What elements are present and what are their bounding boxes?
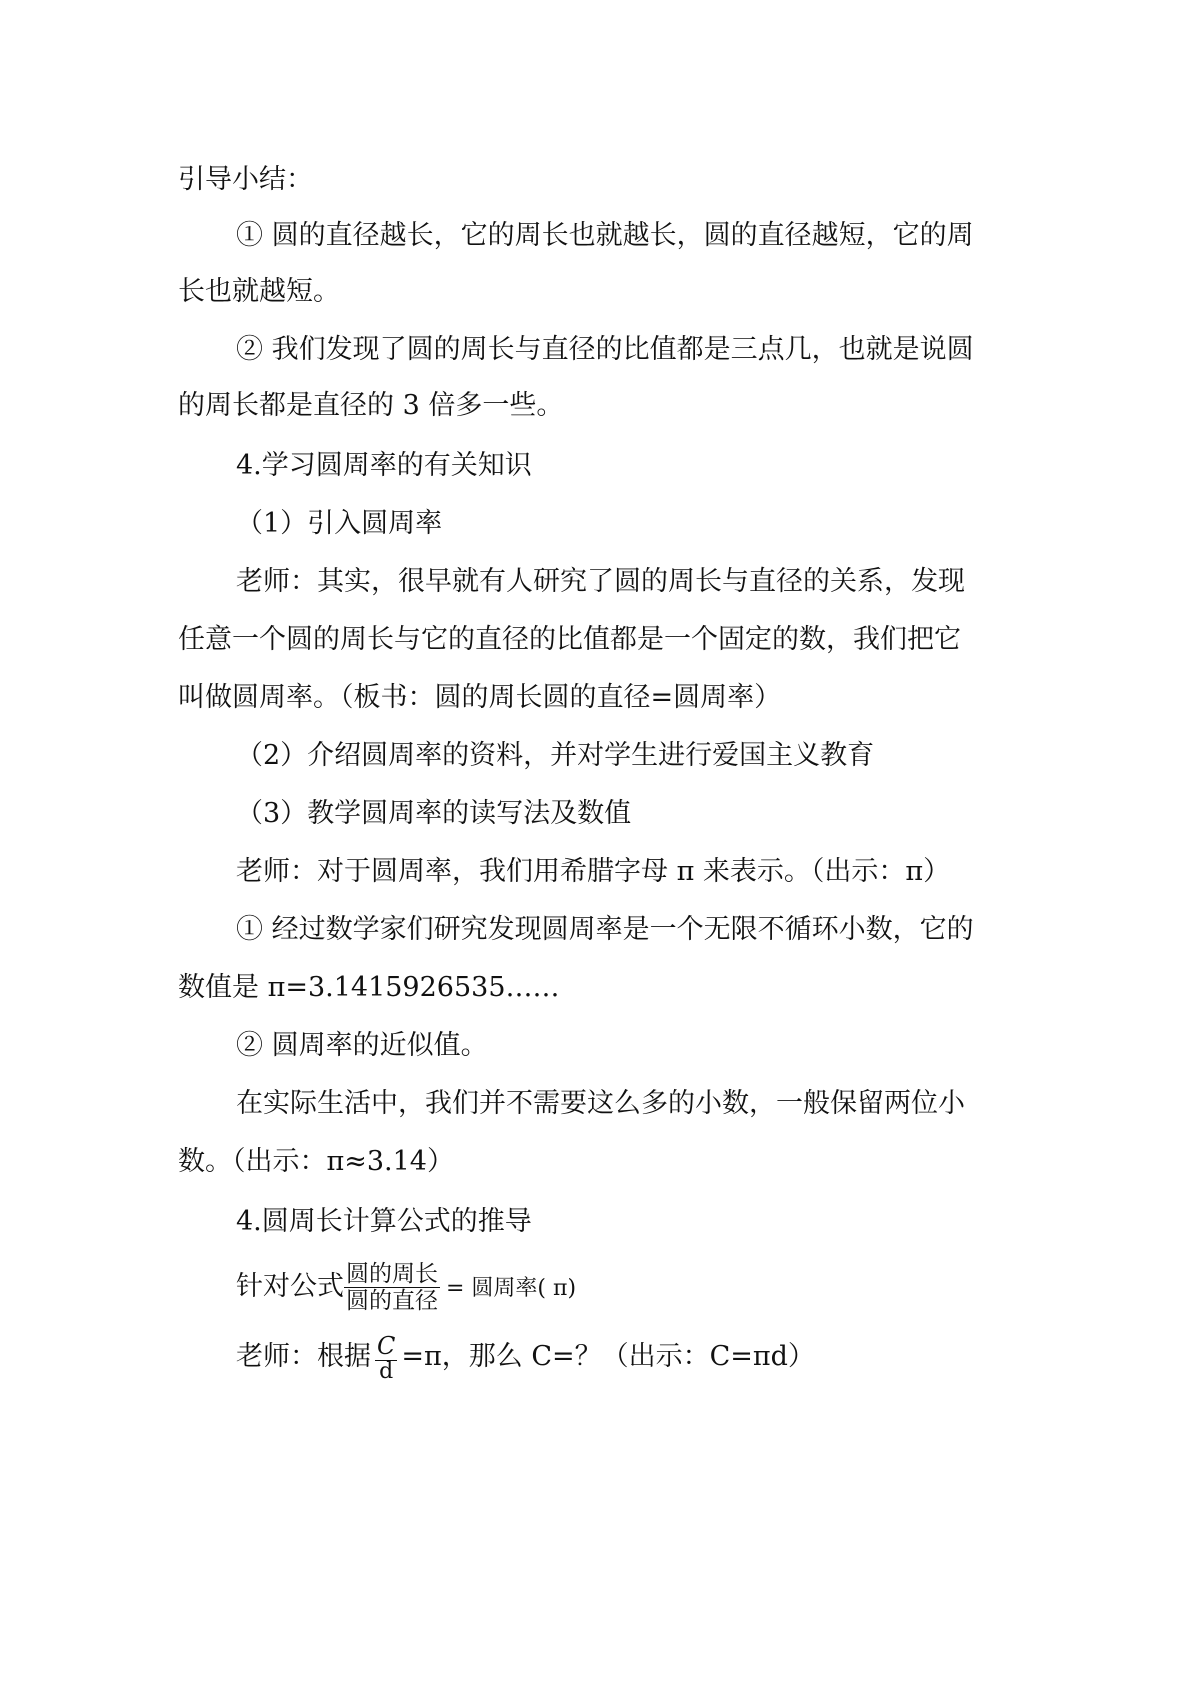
- subsection-heading: （2）介绍圆周率的资料，并对学生进行爱国主义教育: [236, 740, 875, 771]
- formula-prefix: 老师：根据: [236, 1341, 371, 1372]
- fraction: [344, 1261, 440, 1314]
- section-heading: 4.圆周长计算公式的推导: [236, 1206, 532, 1237]
- formula-suffix: =π，那么 C=？（出示：C=πd）: [401, 1341, 815, 1372]
- fraction-denominator: d: [379, 1359, 394, 1384]
- fraction: [375, 1332, 397, 1383]
- paragraph-line: ② 我们发现了圆的周长与直径的比值都是三点几，也就是说圆: [236, 334, 974, 365]
- paragraph-line: 长也就越短。: [178, 276, 340, 307]
- paragraph-line: 数。（出示：π≈3.14）: [178, 1146, 454, 1177]
- paragraph-line: 的周长都是直径的 3 倍多一些。: [178, 390, 564, 421]
- formula-prefix: 针对公式: [236, 1271, 344, 1302]
- subsection-heading: （1）引入圆周率: [236, 508, 443, 539]
- paragraph-line: ① 经过数学家们研究发现圆周率是一个无限不循环小数，它的: [236, 914, 974, 945]
- paragraph-line: 叫做圆周率。（板书：圆的周长圆的直径=圆周率）: [178, 682, 782, 713]
- paragraph-line: 在实际生活中，我们并不需要这么多的小数，一般保留两位小: [236, 1088, 965, 1119]
- paragraph-line: ② 圆周率的近似值。: [236, 1030, 488, 1061]
- paragraph-line: 数值是 π=3.1415926535……: [178, 972, 560, 1003]
- formula-line-1: [236, 1252, 576, 1322]
- paragraph-line: 老师：对于圆周率，我们用希腊字母 π 来表示。（出示：π）: [236, 856, 951, 887]
- fraction-denominator: 圆的直径: [346, 1288, 438, 1314]
- paragraph-line: 老师：其实，很早就有人研究了圆的周长与直径的关系，发现: [236, 566, 965, 597]
- fraction-numerator: 圆的周长: [346, 1261, 438, 1287]
- formula-line-2: [236, 1322, 815, 1392]
- paragraph-line: ① 圆的直径越长，它的周长也就越长，圆的直径越短，它的周: [236, 220, 974, 251]
- paragraph-line: 引导小结：: [178, 164, 313, 195]
- section-heading: 4.学习圆周率的有关知识: [236, 450, 532, 481]
- fraction-numerator: C: [377, 1332, 396, 1360]
- paragraph-line: 任意一个圆的周长与它的直径的比值都是一个固定的数，我们把它: [178, 624, 961, 655]
- formula-suffix: = 圆周率( π): [446, 1276, 577, 1301]
- subsection-heading: （3）教学圆周率的读写法及数值: [236, 798, 632, 829]
